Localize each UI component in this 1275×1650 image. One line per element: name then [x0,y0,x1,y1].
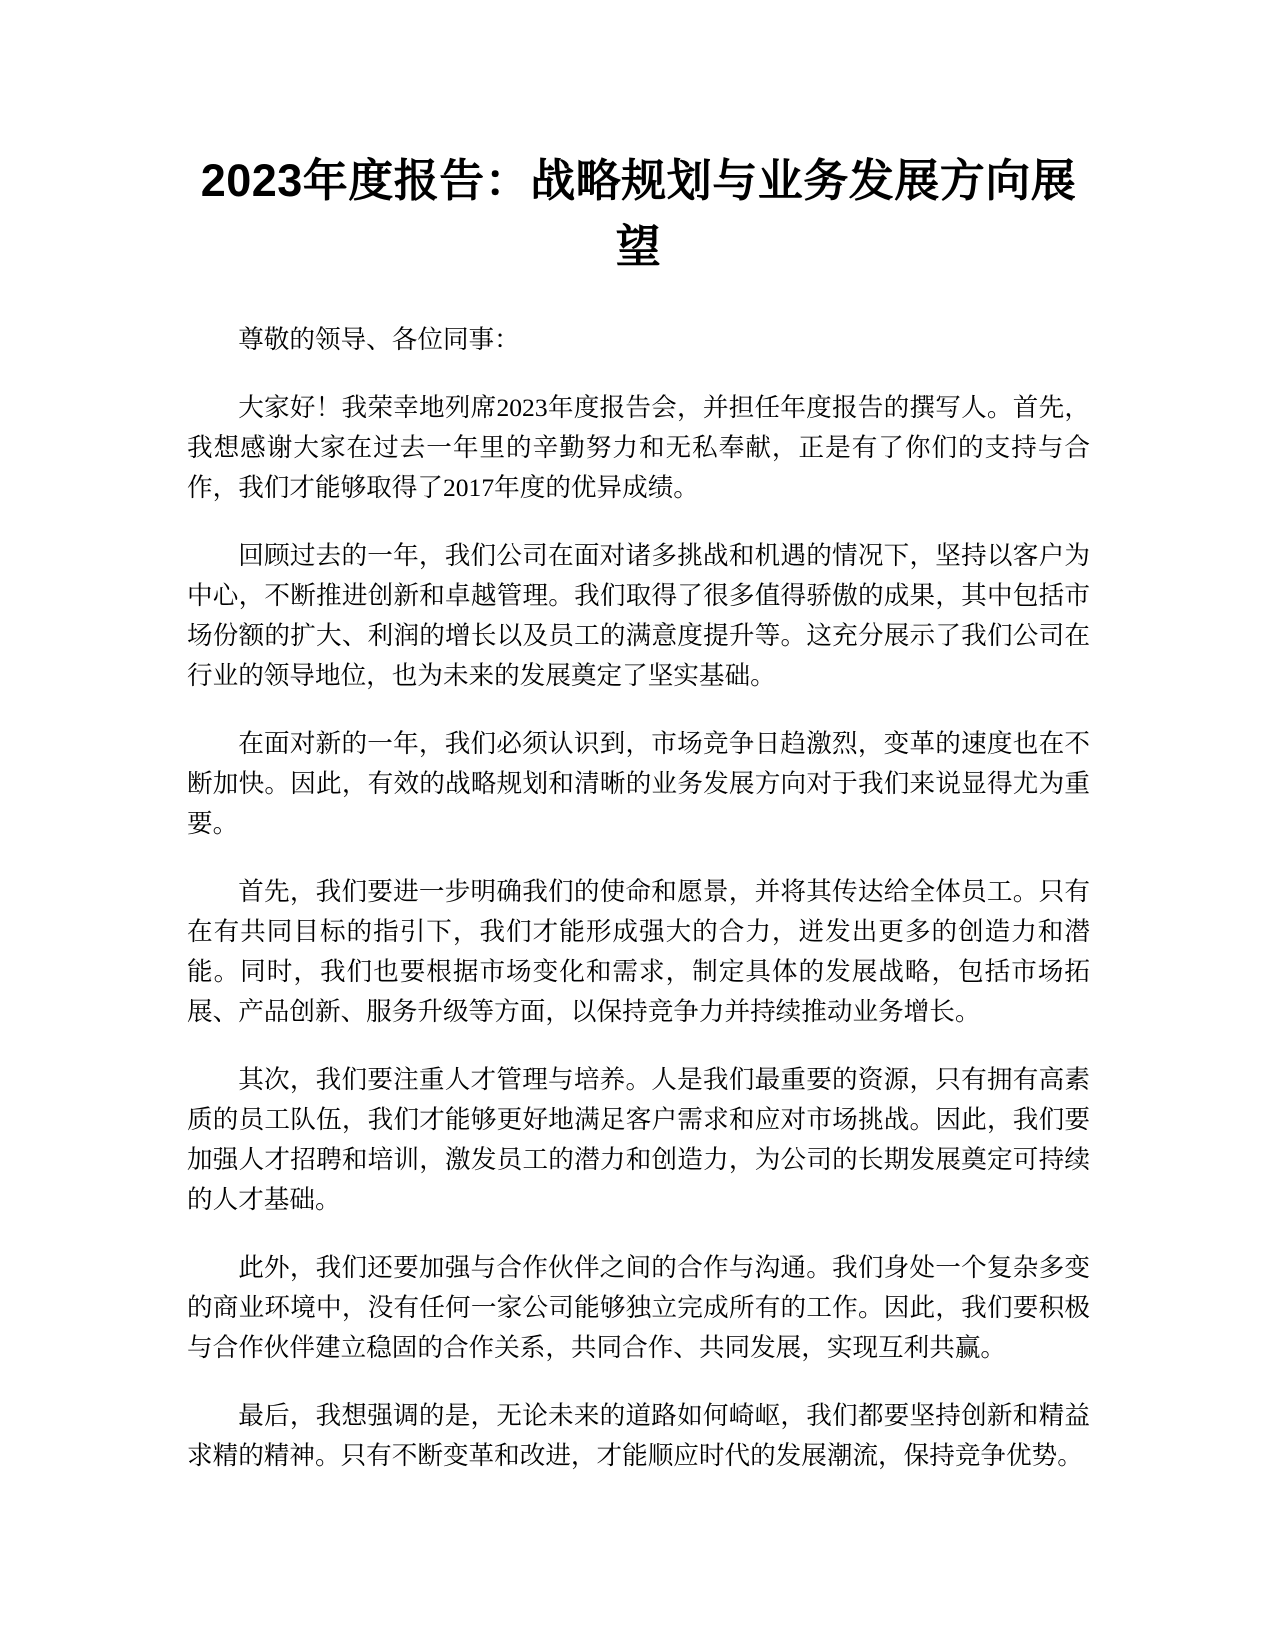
paragraph-partners: 此外，我们还要加强与合作伙伴之间的合作与沟通。我们身处一个复杂多变的商业环境中，没有任何一家公司能够独立完成所有的工作。因此，我们要积极与合作伙伴建立稳固的合作关系，共同合作、共同发展，实现互利共赢。 [187,1253,1090,1362]
paragraph-mission: 首先，我们要进一步明确我们的使命和愿景，并将其传达给全体员工。只有在有共同目标的指引下，我们才能形成强大的合力，迸发出更多的创造力和潜能。同时，我们也要根据市场变化和需求，制定具体的发展战略，包括市场拓展、产品创新、服务升级等方面，以保持竞争力并持续推动业务增长。 [187,877,1090,1026]
paragraph-closing: 最后，我想强调的是，无论未来的道路如何崎岖，我们都要坚持创新和精益求精的精神。只有不断变革和改进，才能顺应时代的发展潮流，保持竞争优势。 [187,1401,1090,1470]
paragraph-salutation: 尊敬的领导、各位同事： [238,325,520,354]
paragraph-review: 回顾过去的一年，我们公司在面对诸多挑战和机遇的情况下，坚持以客户为中心，不断推进创新和卓越管理。我们取得了很多值得骄傲的成果，其中包括市场份额的扩大、利润的增长以及员工的满意度提升等。这充分展示了我们公司在行业的领导地位，也为未来的发展奠定了坚实基础。 [187,541,1090,690]
paragraph-outlook: 在面对新的一年，我们必须认识到，市场竞争日趋激烈，变革的速度也在不断加快。因此，有效的战略规划和清晰的业务发展方向对于我们来说显得尤为重要。 [187,729,1090,838]
paragraph-talent: 其次，我们要注重人才管理与培养。人是我们最重要的资源，只有拥有高素质的员工队伍，我们才能够更好地满足客户需求和应对市场挑战。因此，我们要加强人才招聘和培训，激发员工的潜力和创造力，为公司的长期发展奠定可持续的人才基础。 [187,1065,1090,1214]
document-title: 2023年度报告：战略规划与业务发展方向展望 [200,155,1077,272]
paragraph-greeting: 大家好！我荣幸地列席2023年度报告会，并担任年度报告的撰写人。首先，我想感谢大家在过去一年里的辛勤努力和无私奉献，正是有了你们的支持与合作，我们才能够取得了2017年度的优异成绩。 [187,393,1090,502]
document-page [187,148,1090,1504]
